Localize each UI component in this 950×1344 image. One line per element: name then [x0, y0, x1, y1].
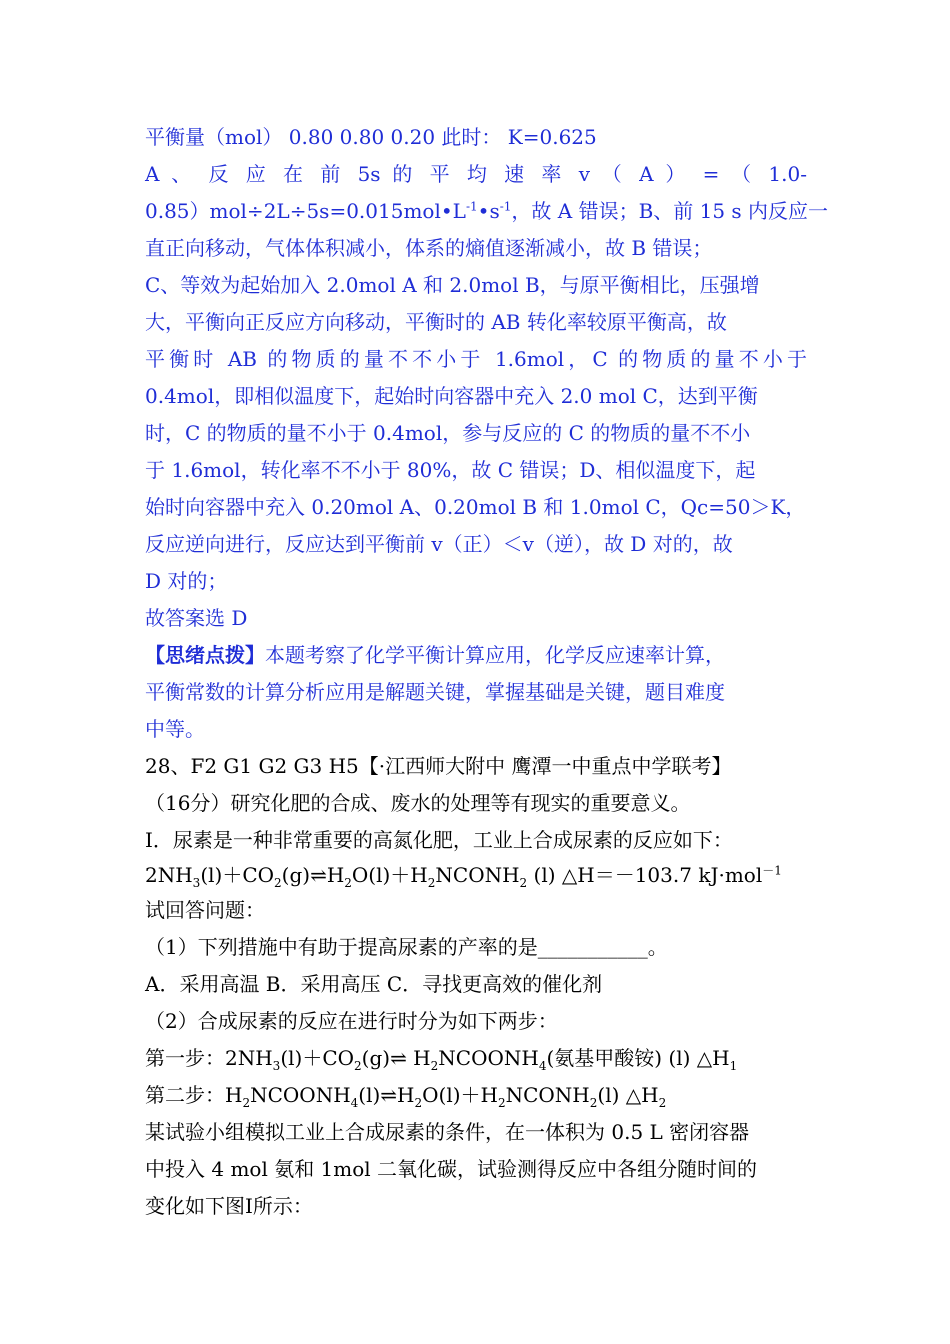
- question-2: （2）合成尿素的反应在进行时分为如下两步：: [145, 1009, 558, 1033]
- hint-text: 中等。: [145, 717, 205, 741]
- question-intro: （16分）研究化肥的合成、废水的处理等有现实的重要意义。: [145, 791, 691, 815]
- solution-text: D 对的；: [145, 569, 228, 593]
- question-text: 某试验小组模拟工业上合成尿素的条件，在一体积为 0.5 L 密闭容器: [145, 1120, 750, 1144]
- solution-option-d: 始时向容器中充入 0.20mol A、0.20mol B 和 1.0mol C，Qc=50＞K，: [145, 495, 806, 519]
- equation-urea: $2NH_3(l)+CO_2(g)\rightleftharpoons H_2O(l)+H_2NCONH_2$ (l) △H＝－103.7 kJ·mol$^{-1}$: [145, 863, 782, 890]
- solution-text: 反应逆向进行，反应达到平衡前 v（正）＜v（逆），故 D 对的，故: [145, 532, 733, 556]
- solution-text: 平衡时 AB 的物质的量不不小于 1.6mol，C 的物质的量不小于: [145, 347, 807, 371]
- hint-text: 平衡常数的计算分析应用是解题关键，掌握基础是关键，题目难度: [145, 680, 725, 704]
- equation-step-1: 第一步：$2NH_3(l)+CO_2(g)\rightleftharpoons$ $H_2NCOONH_4$(氨基甲酸铵) (l) $\triangle H_1$: [145, 1046, 738, 1073]
- solution-text: 时，C 的物质的量不小于 0.4mol，参与反应的 C 的物质的量不不小: [145, 421, 751, 445]
- question-header: 28、F2 G1 G2 G3 H5【·江西师大附中 鹰潭一中重点中学联考】: [145, 754, 732, 778]
- solution-option-b: 直正向移动，气体体积减小，体系的熵值逐渐减小，故 B 错误；: [145, 236, 713, 260]
- solution-option-c: C、等效为起始加入 2.0mol A 和 2.0mol B，与原平衡相比，压强增: [145, 273, 760, 297]
- question-text: 中投入 4 mol 氨和 1mol 二氧化碳，试验测得反应中各组分随时间的: [145, 1157, 758, 1181]
- solution-rate-line: $0.85)mol\div 2L\div 5s=0.015mol•L^{-1}•s^{-1}$，故 A 错误；B、前 15 s 内反应一: [145, 199, 829, 223]
- question-1-options: A．采用高温 B．采用高压 C．寻找更高效的催化剂: [145, 972, 603, 996]
- question-1: （1）下列措施中有助于提高尿素的产率的是___________。: [145, 935, 668, 959]
- equilibrium-line: 平衡量（mol） 0.80 0.80 0.20 此时： K=0.625: [145, 125, 597, 149]
- solution-text: 0.4mol，即相似温度下，起始时向容器中充入 2.0 mol C，达到平衡: [145, 384, 758, 408]
- hint-label: 【思绪点拨】: [145, 643, 265, 667]
- answer-line: 故答案选 D: [145, 606, 248, 630]
- solution-option-a: A 、 反 应 在 前 5s 的 平 均 速 率 v （ A ） = （ 1.0-: [145, 162, 807, 186]
- question-text: 变化如下图Ⅰ所示：: [145, 1194, 313, 1218]
- solution-text: 于 1.6mol，转化率不不小于 80%，故 C 错误；D、相似温度下，起: [145, 458, 756, 482]
- hint-line: 【思绪点拨】本题考察了化学平衡计算应用，化学反应速率计算，: [145, 643, 725, 667]
- question-part-1: Ⅰ．尿素是一种非常重要的高氮化肥，工业上合成尿素的反应如下：: [145, 828, 733, 852]
- equation-step-2: 第二步：$H_2NCOONH_4(l)\rightleftharpoons H_2O(l)+H_2NCONH_2(l)$ $\triangle H_2$: [145, 1083, 667, 1110]
- solution-text: 大，平衡向正反应方向移动，平衡时的 AB 转化率较原平衡高，故: [145, 310, 727, 334]
- question-text: 试回答问题：: [145, 898, 265, 922]
